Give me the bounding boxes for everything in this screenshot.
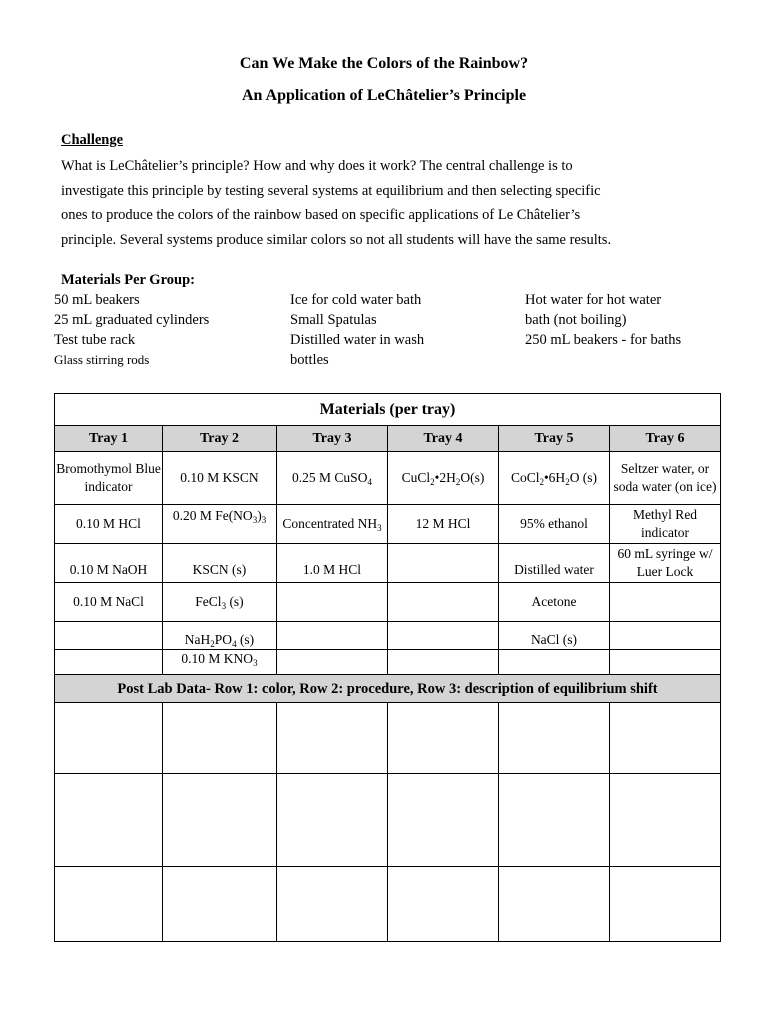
table-row [55, 650, 721, 675]
material-item: Distilled water in wash [290, 332, 425, 348]
document-subtitle: An Application of LeChâtelier’s Principle [241, 87, 527, 104]
table-cell: KSCN (s) [163, 544, 277, 583]
tray-header: Tray 1 [55, 426, 163, 452]
table-cell: 12 M HCl [388, 505, 499, 544]
table-cell: FeCl$_3$ (s) [163, 583, 277, 622]
challenge-heading: Challenge [61, 132, 124, 148]
materials-column-1 [54, 290, 209, 370]
material-item: bath (not boiling) [525, 312, 627, 328]
table-cell: 0.20 M $Fe(NO_3)_3$ [163, 505, 277, 544]
table-cell: 0.25 M CuSO$_4$ [277, 452, 388, 505]
post-lab-row [55, 774, 721, 867]
table-row [55, 452, 721, 505]
post-lab-row [55, 703, 721, 774]
table-cell: Seltzer water, or soda water (on ice) [610, 452, 721, 505]
table-cell [388, 544, 499, 583]
material-item: bottles [290, 352, 329, 368]
table-row [55, 505, 721, 544]
table-cell: $CuCl_2•2H_2O(s)$ [388, 452, 499, 505]
tray-header: Tray 5 [499, 426, 610, 452]
table-cell: Distilled water [499, 544, 610, 583]
blank-cell [163, 703, 277, 774]
blank-cell [610, 774, 721, 867]
challenge-line: investigate this principle by testing several systems at equilibrium and then selecting specific [61, 182, 601, 199]
material-item: Hot water for hot water [525, 292, 662, 308]
table-cell [277, 583, 388, 622]
material-item: Test tube rack [54, 332, 136, 348]
table-cell: 0.10 M NaOH [55, 544, 163, 583]
table-cell: Concentrated $NH_3$ [277, 505, 388, 544]
blank-cell [55, 774, 163, 867]
table-cell [55, 622, 163, 650]
tray-header: Tray 3 [277, 426, 388, 452]
material-item: Glass stirring rods [54, 352, 150, 367]
blank-cell [277, 867, 388, 942]
table-row [55, 544, 721, 583]
table-cell: Methyl Red indicator [610, 505, 721, 544]
table-row [55, 622, 721, 650]
materials-group-heading: Materials Per Group: [61, 272, 195, 288]
tray-header: Tray 2 [163, 426, 277, 452]
material-item: Ice for cold water bath [290, 292, 422, 308]
tray-header: Tray 6 [610, 426, 721, 452]
challenge-line: principle. Several systems produce similar colors so not all students will have the same results. [61, 231, 612, 248]
table-cell [388, 650, 499, 675]
blank-cell [277, 703, 388, 774]
table-cell: 1.0 M HCl [277, 544, 388, 583]
table-cell [388, 583, 499, 622]
blank-cell [499, 774, 610, 867]
table-cell: Bromothymol Blue indicator [55, 452, 163, 505]
table-caption: Materials (per tray) [55, 394, 721, 426]
blank-cell [499, 867, 610, 942]
table-cell: $NaH_2PO_4$ (s) [163, 622, 277, 650]
table-cell: 60 mL syringe w/ Luer Lock [610, 544, 721, 583]
tray-header: Tray 4 [388, 426, 499, 452]
blank-cell [610, 703, 721, 774]
table-cell: $CoCl_2•6H_2O$ (s) [499, 452, 610, 505]
post-lab-row [55, 867, 721, 942]
table-cell [277, 622, 388, 650]
blank-cell [55, 703, 163, 774]
materials-table [54, 393, 721, 942]
blank-cell [610, 867, 721, 942]
post-lab-heading: Post Lab Data- Row 1: color, Row 2: procedure, Row 3: description of equilibrium shift [55, 675, 721, 703]
table-cell: 95% ethanol [499, 505, 610, 544]
table-cell: 0.10 M HCl [55, 505, 163, 544]
blank-cell [163, 774, 277, 867]
table-row [55, 583, 721, 622]
table-cell [277, 650, 388, 675]
table-cell [610, 622, 721, 650]
table-cell: Acetone [499, 583, 610, 622]
material-item: 50 mL beakers [54, 292, 140, 308]
table-cell [55, 650, 163, 675]
document-title: Can We Make the Colors of the Rainbow? [239, 55, 529, 72]
table-cell: 0.10 M NaCl [55, 583, 163, 622]
material-item: 250 mL beakers - for baths [525, 332, 682, 348]
material-item: 25 mL graduated cylinders [54, 312, 210, 328]
blank-cell [388, 774, 499, 867]
blank-cell [277, 774, 388, 867]
materials-column-2 [290, 290, 490, 370]
blank-cell [499, 703, 610, 774]
table-cell: 0.10 M KSCN [163, 452, 277, 505]
materials-column-3 [525, 290, 725, 350]
table-cell [388, 622, 499, 650]
blank-cell [163, 867, 277, 942]
challenge-line: What is LeChâtelier’s principle? How and why does it work? The central challenge is to [61, 158, 573, 174]
table-cell: 0.10 M $KNO_3$ [163, 650, 277, 675]
table-cell [499, 650, 610, 675]
table-cell: NaCl (s) [499, 622, 610, 650]
table-cell [610, 650, 721, 675]
blank-cell [388, 867, 499, 942]
blank-cell [55, 867, 163, 942]
material-item: Small Spatulas [290, 312, 377, 328]
table-cell [610, 583, 721, 622]
blank-cell [388, 703, 499, 774]
challenge-paragraph [61, 154, 721, 252]
challenge-line: ones to produce the colors of the rainbow based on specific applications of Le Châtelier’s [61, 207, 581, 223]
